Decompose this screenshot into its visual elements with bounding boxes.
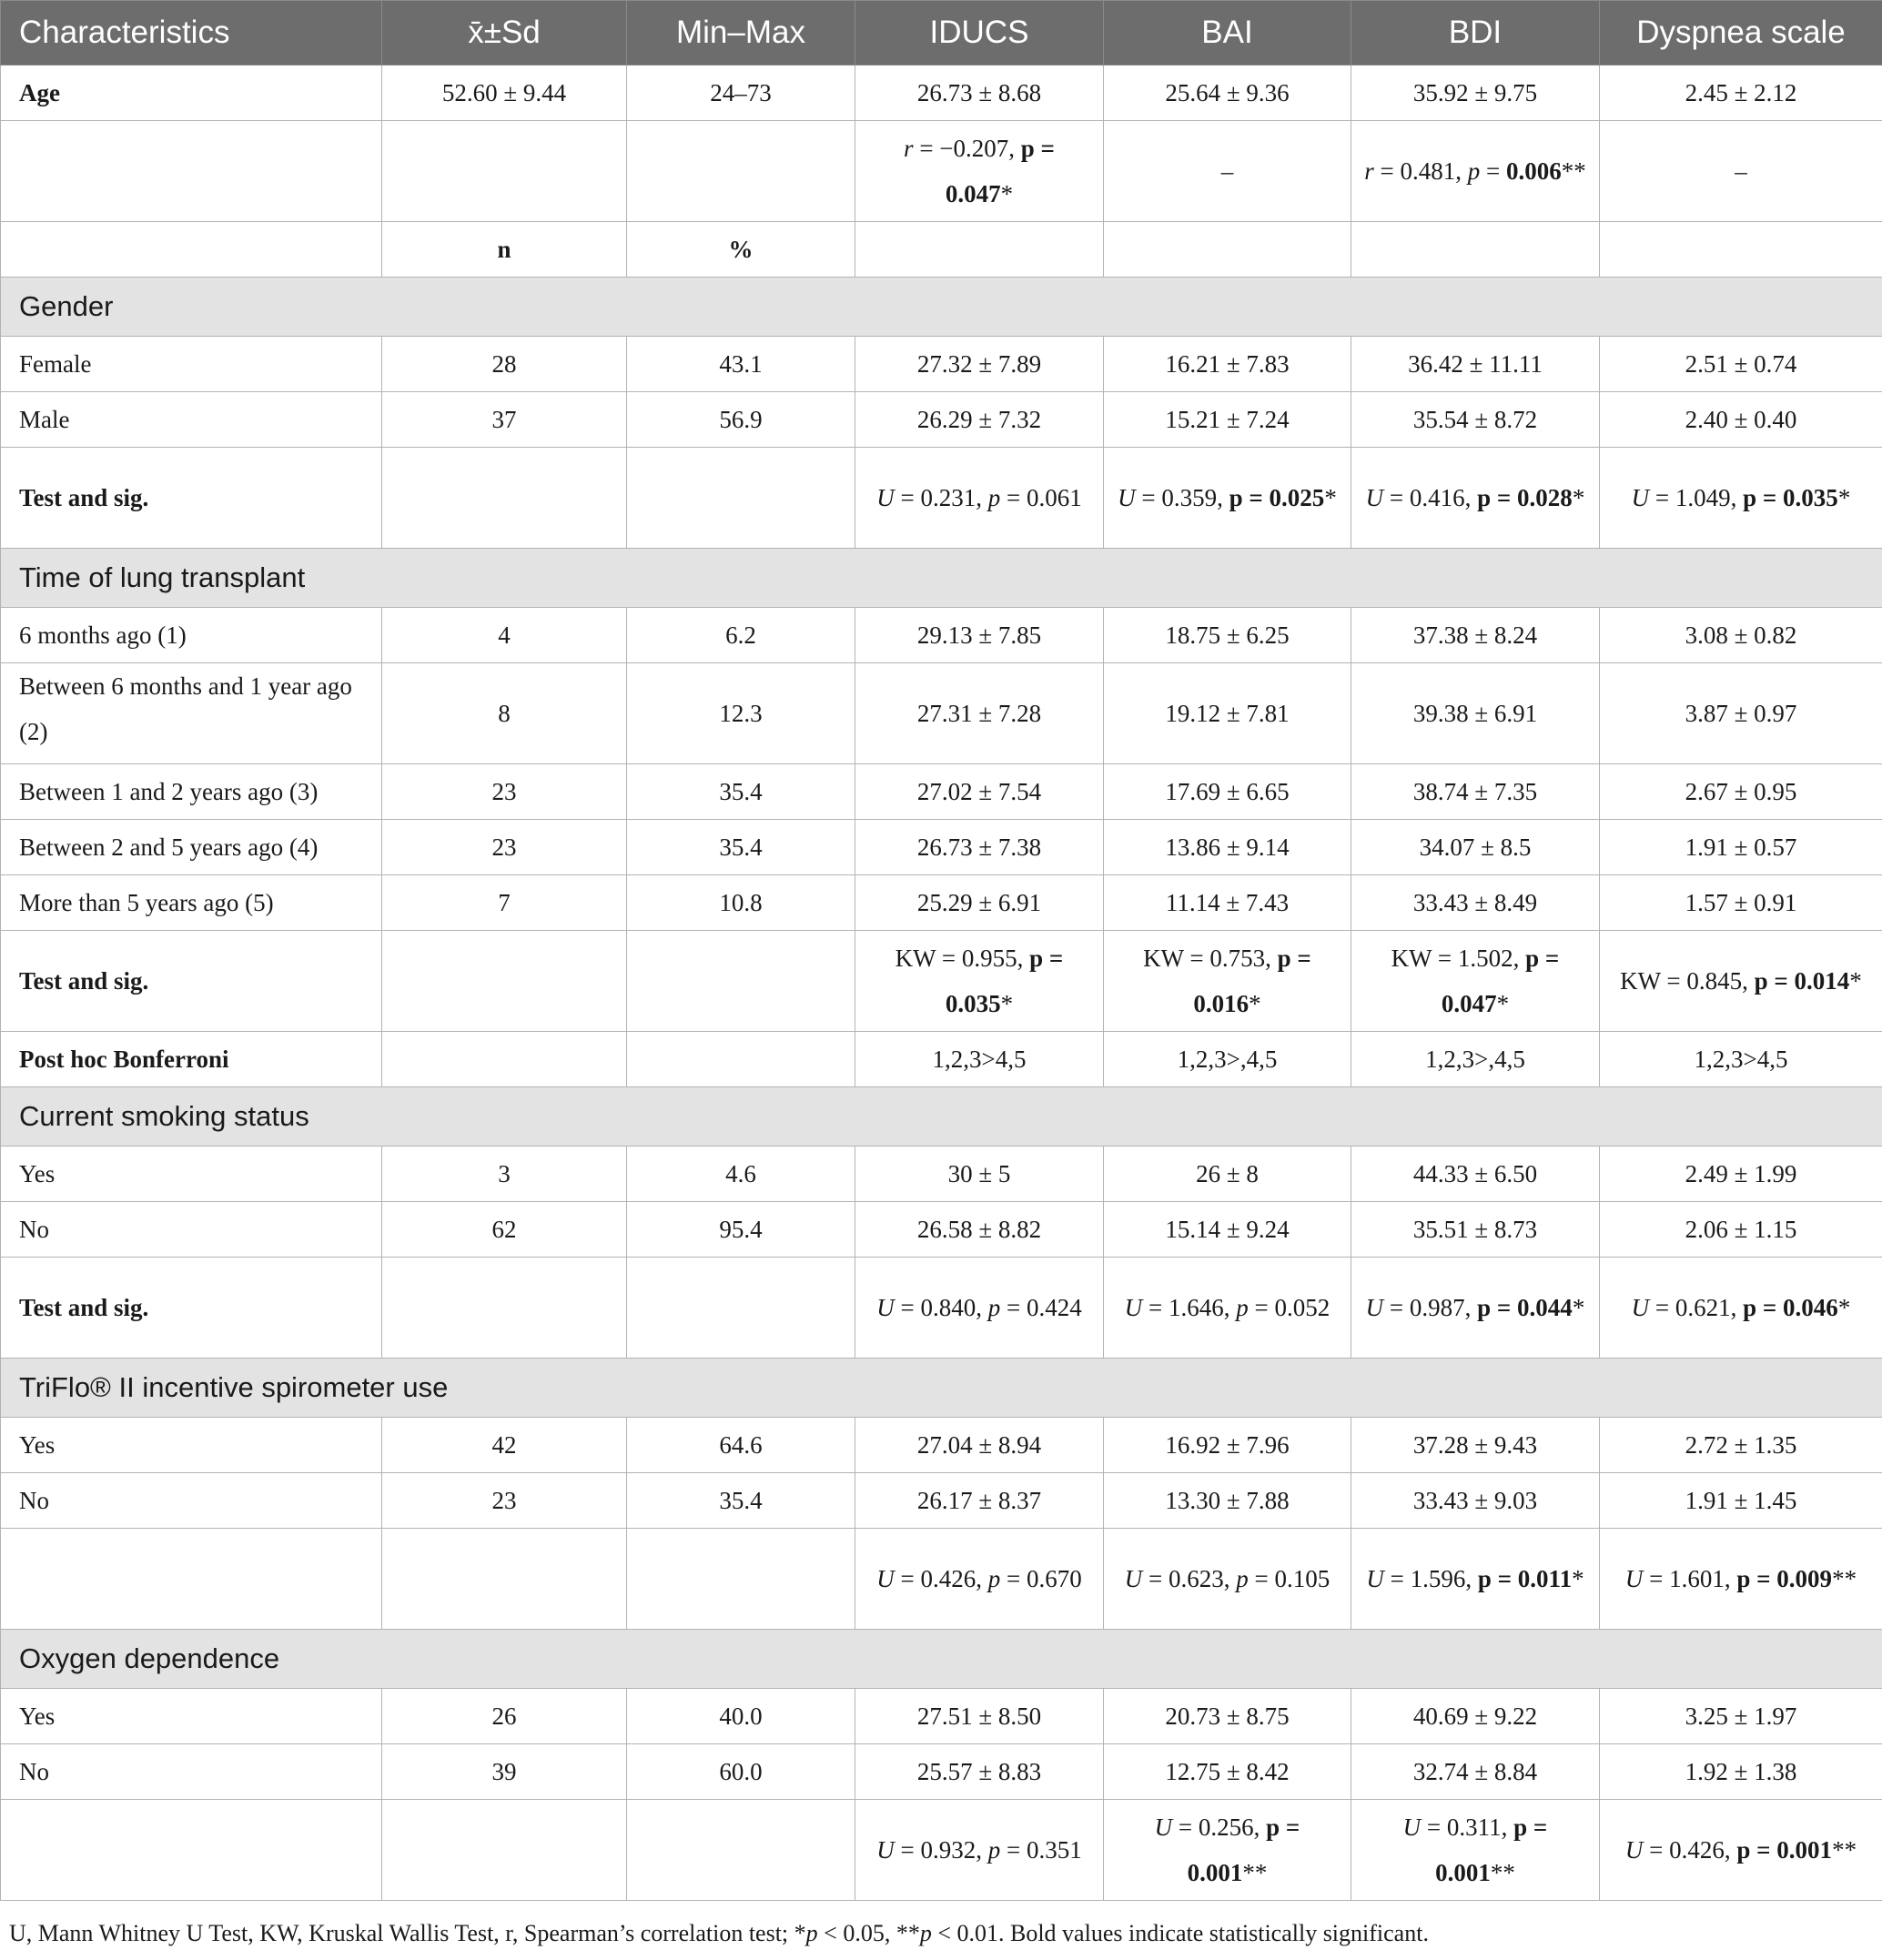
cell-text-run: r	[904, 135, 914, 162]
cell-dyspnea	[1600, 222, 1882, 278]
cell-iducs: 26.58 ± 8.82	[855, 1202, 1104, 1258]
cell-text-run: = 0.424	[1000, 1294, 1082, 1321]
cell-text-run: U	[1365, 1294, 1384, 1321]
cell-text-run: = 0.416,	[1383, 484, 1478, 511]
cell-bdi: 44.33 ± 6.50	[1351, 1147, 1600, 1202]
cell-text-run: U	[1631, 484, 1650, 511]
cell-iducs: 25.57 ± 8.83	[855, 1744, 1104, 1800]
cell-bai: –	[1104, 121, 1351, 222]
cell-dyspnea: 3.25 ± 1.97	[1600, 1689, 1882, 1744]
cell-mean-sd: 23	[382, 764, 627, 820]
table-row	[1, 1202, 1882, 1258]
table-row	[1, 820, 1882, 875]
cell-min-max: 12.3	[627, 663, 855, 764]
cell-characteristic: Post hoc Bonferroni	[1, 1032, 382, 1087]
table-row	[1, 1418, 1882, 1473]
table-row	[1, 337, 1882, 392]
cell-text-run: U, Mann Whitney U Test, KW, Kruskal Wallis Test, r, Spearman’s correlation test; *	[9, 1920, 806, 1946]
cell-text-run: U	[1124, 1565, 1143, 1592]
cell-text-run: KW = 1.502,	[1391, 945, 1526, 972]
cell-mean-sd: 62	[382, 1202, 627, 1258]
cell-mean-sd	[382, 1800, 627, 1901]
cell-bai: 11.14 ± 7.43	[1104, 875, 1351, 931]
cell-iducs	[855, 448, 1104, 549]
table-row	[1, 1529, 1882, 1630]
cell-min-max: 24–73	[627, 66, 855, 121]
cell-min-max: 64.6	[627, 1418, 855, 1473]
cell-text-run: **	[1490, 1859, 1515, 1886]
section-title: Time of lung transplant	[1, 549, 1882, 608]
section-header-row	[1, 1630, 1882, 1689]
table-footnote	[9, 1920, 1429, 1947]
table-row	[1, 608, 1882, 663]
table-row	[1, 1800, 1882, 1901]
cell-bdi: 38.74 ± 7.35	[1351, 764, 1600, 820]
cell-bdi: 1,2,3>,4,5	[1351, 1032, 1600, 1087]
cell-dyspnea	[1600, 931, 1882, 1032]
cell-characteristic: Test and sig.	[1, 931, 382, 1032]
cell-mean-sd	[382, 1032, 627, 1087]
cell-min-max	[627, 931, 855, 1032]
cell-mean-sd	[382, 448, 627, 549]
cell-min-max	[627, 121, 855, 222]
table-row	[1, 1689, 1882, 1744]
header-bai: BAI	[1104, 1, 1351, 66]
cell-characteristic: No	[1, 1202, 382, 1258]
cell-dyspnea: 1.57 ± 0.91	[1600, 875, 1882, 931]
cell-bai	[1104, 1529, 1351, 1630]
cell-characteristic: No	[1, 1473, 382, 1529]
cell-text-run: *	[1572, 1565, 1584, 1592]
cell-mean-sd: 8	[382, 663, 627, 764]
cell-dyspnea: 2.72 ± 1.35	[1600, 1418, 1882, 1473]
cell-iducs: 26.17 ± 8.37	[855, 1473, 1104, 1529]
cell-text-run: = −0.207,	[913, 135, 1021, 162]
cell-text-run: = 0.061	[1000, 484, 1082, 511]
cell-min-max: 35.4	[627, 820, 855, 875]
cell-bai: 12.75 ± 8.42	[1104, 1744, 1351, 1800]
cell-text-run: U	[1118, 484, 1136, 511]
cell-characteristic: Test and sig.	[1, 1258, 382, 1359]
cell-iducs	[855, 121, 1104, 222]
cell-iducs: 27.02 ± 7.54	[855, 764, 1104, 820]
table-row	[1, 392, 1882, 448]
cell-bdi: 36.42 ± 11.11	[1351, 337, 1600, 392]
cell-mean-sd: n	[382, 222, 627, 278]
cell-dyspnea	[1600, 1258, 1882, 1359]
cell-text-run: *	[1572, 1294, 1585, 1321]
cell-iducs	[855, 222, 1104, 278]
cell-characteristic	[1, 222, 382, 278]
cell-text-run: p	[987, 1836, 1001, 1864]
cell-min-max: 43.1	[627, 337, 855, 392]
cell-text-run: p = 0.035	[1743, 484, 1838, 511]
cell-iducs: 27.32 ± 7.89	[855, 337, 1104, 392]
cell-text-run: *	[1837, 1294, 1851, 1321]
cell-mean-sd	[382, 1529, 627, 1630]
cell-text-run: KW = 0.955,	[895, 945, 1030, 972]
cell-text-run: p = 0.025	[1229, 484, 1325, 511]
cell-bdi	[1351, 1258, 1600, 1359]
cell-text-run: p = 0.046	[1743, 1294, 1838, 1321]
cell-text-run: = 0.840,	[894, 1294, 988, 1321]
cell-iducs: 26.73 ± 8.68	[855, 66, 1104, 121]
cell-text-run: = 0.621,	[1649, 1294, 1744, 1321]
table-row	[1, 448, 1882, 549]
cell-text-run: = 0.987,	[1383, 1294, 1478, 1321]
cell-mean-sd	[382, 931, 627, 1032]
cell-mean-sd: 52.60 ± 9.44	[382, 66, 627, 121]
cell-min-max: 10.8	[627, 875, 855, 931]
cell-mean-sd: 4	[382, 608, 627, 663]
cell-text-run: p	[1236, 1565, 1249, 1592]
cell-bai	[1104, 1258, 1351, 1359]
cell-text-run: p	[987, 484, 1001, 511]
cell-text-run: U	[1154, 1814, 1173, 1841]
cell-min-max: 40.0	[627, 1689, 855, 1744]
header-min-max: Min–Max	[627, 1, 855, 66]
cell-text-run: = 0.359,	[1135, 484, 1229, 511]
cell-mean-sd: 23	[382, 820, 627, 875]
cell-bai: 13.30 ± 7.88	[1104, 1473, 1351, 1529]
cell-bai: 18.75 ± 6.25	[1104, 608, 1351, 663]
cell-text-run: = 0.256,	[1172, 1814, 1267, 1841]
cell-text-run: **	[1832, 1565, 1857, 1592]
cell-text-run: = 0.105	[1248, 1565, 1331, 1592]
cell-dyspnea: 2.06 ± 1.15	[1600, 1202, 1882, 1258]
section-title: Current smoking status	[1, 1087, 1882, 1147]
table-row	[1, 222, 1882, 278]
section-title: Oxygen dependence	[1, 1630, 1882, 1689]
cell-text-run: p	[1467, 157, 1481, 185]
cell-mean-sd: 23	[382, 1473, 627, 1529]
cell-iducs	[855, 1258, 1104, 1359]
cell-characteristic: No	[1, 1744, 382, 1800]
cell-text-run: p = 0.044	[1477, 1294, 1573, 1321]
cell-min-max: 6.2	[627, 608, 855, 663]
cell-mean-sd: 39	[382, 1744, 627, 1800]
cell-bdi: 40.69 ± 9.22	[1351, 1689, 1600, 1744]
header-row	[1, 1, 1882, 66]
cell-text-run: = 0.231,	[894, 484, 988, 511]
cell-text-run: p = 0.001	[1435, 1814, 1548, 1886]
cell-bai: 20.73 ± 8.75	[1104, 1689, 1351, 1744]
cell-bai: 16.92 ± 7.96	[1104, 1418, 1351, 1473]
cell-text-run: < 0.05, **	[817, 1920, 920, 1946]
cell-bdi: 34.07 ± 8.5	[1351, 820, 1600, 875]
cell-bdi: 33.43 ± 9.03	[1351, 1473, 1600, 1529]
cell-text-run: U	[1631, 1294, 1650, 1321]
cell-min-max	[627, 1032, 855, 1087]
cell-text-run: U	[876, 1836, 895, 1864]
table-row	[1, 121, 1882, 222]
cell-min-max: 4.6	[627, 1147, 855, 1202]
cell-min-max: 95.4	[627, 1202, 855, 1258]
cell-text-run: p = 0.011	[1477, 1565, 1573, 1592]
cell-bai	[1104, 448, 1351, 549]
cell-text-run: p = 0.035	[945, 945, 1064, 1017]
cell-text-run: p = 0.001	[1187, 1814, 1300, 1886]
cell-characteristic: 6 months ago (1)	[1, 608, 382, 663]
cell-iducs: 27.04 ± 8.94	[855, 1418, 1104, 1473]
cell-characteristic: Yes	[1, 1147, 382, 1202]
cell-bdi: 32.74 ± 8.84	[1351, 1744, 1600, 1800]
header-bdi: BDI	[1351, 1, 1600, 66]
cell-bdi: 39.38 ± 6.91	[1351, 663, 1600, 764]
cell-bai: 17.69 ± 6.65	[1104, 764, 1351, 820]
header-dyspnea-scale: Dyspnea scale	[1600, 1, 1882, 66]
cell-characteristic: Male	[1, 392, 382, 448]
cell-mean-sd: 28	[382, 337, 627, 392]
cell-text-run: = 1.596,	[1383, 1565, 1478, 1592]
cell-characteristic: Female	[1, 337, 382, 392]
cell-bdi: 33.43 ± 8.49	[1351, 875, 1600, 931]
cell-min-max: 35.4	[627, 1473, 855, 1529]
cell-bdi	[1351, 1529, 1600, 1630]
cell-text-run: = 0.351	[1000, 1836, 1082, 1864]
cell-bdi	[1351, 931, 1600, 1032]
cell-text-run: p	[987, 1294, 1001, 1321]
table-row	[1, 764, 1882, 820]
table-row	[1, 1744, 1882, 1800]
cell-text-run: = 0.052	[1248, 1294, 1331, 1321]
cell-text-run: p = 0.047	[945, 135, 1055, 207]
cell-bai: 1,2,3>,4,5	[1104, 1032, 1351, 1087]
cell-text-run: U	[1624, 1565, 1644, 1592]
cell-characteristic: Between 6 months and 1 year ago (2)	[1, 663, 382, 764]
cell-text-run: U	[1366, 1565, 1384, 1592]
cell-mean-sd: 26	[382, 1689, 627, 1744]
cell-mean-sd	[382, 121, 627, 222]
cell-iducs	[855, 931, 1104, 1032]
cell-text-run: p = 0.016	[1193, 945, 1311, 1017]
header-characteristics: Characteristics	[1, 1, 382, 66]
cell-dyspnea: 2.67 ± 0.95	[1600, 764, 1882, 820]
cell-text-run: *	[1324, 484, 1337, 511]
header-iducs: IDUCS	[855, 1, 1104, 66]
header-mean-sd: x̄±Sd	[382, 1, 627, 66]
cell-mean-sd: 7	[382, 875, 627, 931]
table-row	[1, 875, 1882, 931]
table-row	[1, 66, 1882, 121]
table-row	[1, 1473, 1882, 1529]
cell-text-run: = 1.646,	[1142, 1294, 1237, 1321]
cell-min-max	[627, 448, 855, 549]
cell-text-run: **	[1242, 1859, 1268, 1886]
cell-bai: 13.86 ± 9.14	[1104, 820, 1351, 875]
cell-text-run: *	[1249, 990, 1261, 1017]
cell-bdi: 35.92 ± 9.75	[1351, 66, 1600, 121]
cell-bdi	[1351, 121, 1600, 222]
cell-text-run: KW = 0.845,	[1620, 967, 1755, 995]
cell-text-run: **	[1832, 1836, 1857, 1864]
cell-text-run: KW = 0.753,	[1143, 945, 1278, 972]
cell-text-run: *	[1837, 484, 1851, 511]
cell-text-run: U	[876, 1565, 895, 1592]
cell-text-run: p = 0.001	[1736, 1836, 1833, 1864]
cell-min-max: 56.9	[627, 392, 855, 448]
cell-iducs: 25.29 ± 6.91	[855, 875, 1104, 931]
cell-characteristic: Between 1 and 2 years ago (3)	[1, 764, 382, 820]
cell-iducs: 29.13 ± 7.85	[855, 608, 1104, 663]
cell-characteristic	[1, 1529, 382, 1630]
cell-dyspnea: 2.40 ± 0.40	[1600, 392, 1882, 448]
cell-dyspnea: 3.87 ± 0.97	[1600, 663, 1882, 764]
cell-text-run: *	[1849, 967, 1862, 995]
cell-iducs	[855, 1800, 1104, 1901]
cell-text-run: p	[919, 1920, 932, 1946]
cell-bai	[1104, 222, 1351, 278]
cell-text-run: p = 0.009	[1736, 1565, 1833, 1592]
table-row	[1, 931, 1882, 1032]
table-row	[1, 1032, 1882, 1087]
cell-characteristic: Yes	[1, 1418, 382, 1473]
cell-bai: 15.21 ± 7.24	[1104, 392, 1351, 448]
cell-min-max	[627, 1800, 855, 1901]
cell-iducs: 26.73 ± 7.38	[855, 820, 1104, 875]
cell-text-run: = 0.481,	[1373, 157, 1468, 185]
cell-text-run: p = 0.014	[1754, 967, 1850, 995]
cell-text-run: = 0.670	[1000, 1565, 1082, 1592]
cell-dyspnea: 2.45 ± 2.12	[1600, 66, 1882, 121]
cell-characteristic: Between 2 and 5 years ago (4)	[1, 820, 382, 875]
cell-text-run: p	[805, 1920, 818, 1946]
cell-text-run: 0.006	[1505, 157, 1562, 185]
cell-dyspnea: 1.91 ± 0.57	[1600, 820, 1882, 875]
cell-dyspnea	[1600, 1529, 1882, 1630]
table-body	[1, 66, 1882, 1901]
section-header-row	[1, 1359, 1882, 1418]
cell-bai	[1104, 931, 1351, 1032]
cell-min-max: 60.0	[627, 1744, 855, 1800]
cell-min-max	[627, 1529, 855, 1630]
cell-dyspnea	[1600, 448, 1882, 549]
cell-dyspnea: 2.49 ± 1.99	[1600, 1147, 1882, 1202]
cell-characteristic: Test and sig.	[1, 448, 382, 549]
section-header-row	[1, 278, 1882, 337]
cell-bai: 16.21 ± 7.83	[1104, 337, 1351, 392]
cell-bai: 19.12 ± 7.81	[1104, 663, 1351, 764]
cell-text-run: p	[1236, 1294, 1249, 1321]
cell-iducs: 1,2,3>4,5	[855, 1032, 1104, 1087]
table-row	[1, 1258, 1882, 1359]
cell-bai	[1104, 1800, 1351, 1901]
table-row	[1, 663, 1882, 764]
cell-text-run: *	[1000, 180, 1014, 207]
cell-text-run: = 0.932,	[894, 1836, 988, 1864]
cell-bai: 15.14 ± 9.24	[1104, 1202, 1351, 1258]
cell-text-run: p = 0.047	[1441, 945, 1560, 1017]
cell-dyspnea: 3.08 ± 0.82	[1600, 608, 1882, 663]
cell-iducs: 27.31 ± 7.28	[855, 663, 1104, 764]
cell-bdi: 35.54 ± 8.72	[1351, 392, 1600, 448]
cell-mean-sd	[382, 1258, 627, 1359]
section-header-row	[1, 549, 1882, 608]
cell-bdi: 37.38 ± 8.24	[1351, 608, 1600, 663]
cell-text-run: = 0.311,	[1421, 1814, 1514, 1841]
cell-bdi: 35.51 ± 8.73	[1351, 1202, 1600, 1258]
cell-text-run: =	[1480, 157, 1506, 185]
cell-dyspnea: –	[1600, 121, 1882, 222]
cell-mean-sd: 3	[382, 1147, 627, 1202]
cell-characteristic	[1, 121, 382, 222]
cell-min-max: %	[627, 222, 855, 278]
cell-text-run: < 0.01. Bold values indicate statistically significant.	[931, 1920, 1429, 1946]
cell-text-run: U	[876, 1294, 895, 1321]
cell-bdi	[1351, 222, 1600, 278]
cell-bdi	[1351, 1800, 1600, 1901]
cell-dyspnea: 1.92 ± 1.38	[1600, 1744, 1882, 1800]
table-row	[1, 1147, 1882, 1202]
cell-iducs: 27.51 ± 8.50	[855, 1689, 1104, 1744]
cell-iducs: 26.29 ± 7.32	[855, 392, 1104, 448]
cell-bai: 26 ± 8	[1104, 1147, 1351, 1202]
cell-bai: 25.64 ± 9.36	[1104, 66, 1351, 121]
cell-iducs: 30 ± 5	[855, 1147, 1104, 1202]
cell-text-run: U	[876, 484, 895, 511]
cell-text-run: *	[1572, 484, 1585, 511]
cell-characteristic: More than 5 years ago (5)	[1, 875, 382, 931]
cell-text-run: *	[1000, 990, 1014, 1017]
cell-text-run: *	[1496, 990, 1510, 1017]
cell-dyspnea	[1600, 1800, 1882, 1901]
cell-text-run: = 1.049,	[1649, 484, 1744, 511]
cell-characteristic	[1, 1800, 382, 1901]
cell-mean-sd: 42	[382, 1418, 627, 1473]
section-header-row	[1, 1087, 1882, 1147]
cell-text-run: p = 0.028	[1477, 484, 1573, 511]
cell-text-run: = 0.426,	[1643, 1836, 1737, 1864]
section-title: TriFlo® II incentive spirometer use	[1, 1359, 1882, 1418]
cell-text-run: U	[1624, 1836, 1644, 1864]
table-header	[1, 1, 1882, 66]
cell-min-max	[627, 1258, 855, 1359]
cell-text-run: r	[1364, 157, 1374, 185]
cell-text-run: = 1.601,	[1643, 1565, 1737, 1592]
cell-bdi	[1351, 448, 1600, 549]
cell-text-run: = 0.623,	[1142, 1565, 1237, 1592]
cell-characteristic: Yes	[1, 1689, 382, 1744]
cell-mean-sd: 37	[382, 392, 627, 448]
cell-dyspnea: 2.51 ± 0.74	[1600, 337, 1882, 392]
cell-dyspnea: 1.91 ± 1.45	[1600, 1473, 1882, 1529]
cell-min-max: 35.4	[627, 764, 855, 820]
cell-text-run: **	[1561, 157, 1586, 185]
cell-text-run: p	[987, 1565, 1001, 1592]
section-title: Gender	[1, 278, 1882, 337]
cell-dyspnea: 1,2,3>4,5	[1600, 1032, 1882, 1087]
cell-characteristic: Age	[1, 66, 382, 121]
cell-text-run: U	[1124, 1294, 1143, 1321]
cell-text-run: = 0.426,	[894, 1565, 988, 1592]
cell-text-run: U	[1365, 484, 1384, 511]
cell-iducs	[855, 1529, 1104, 1630]
cell-bdi: 37.28 ± 9.43	[1351, 1418, 1600, 1473]
cell-text-run: U	[1402, 1814, 1422, 1841]
